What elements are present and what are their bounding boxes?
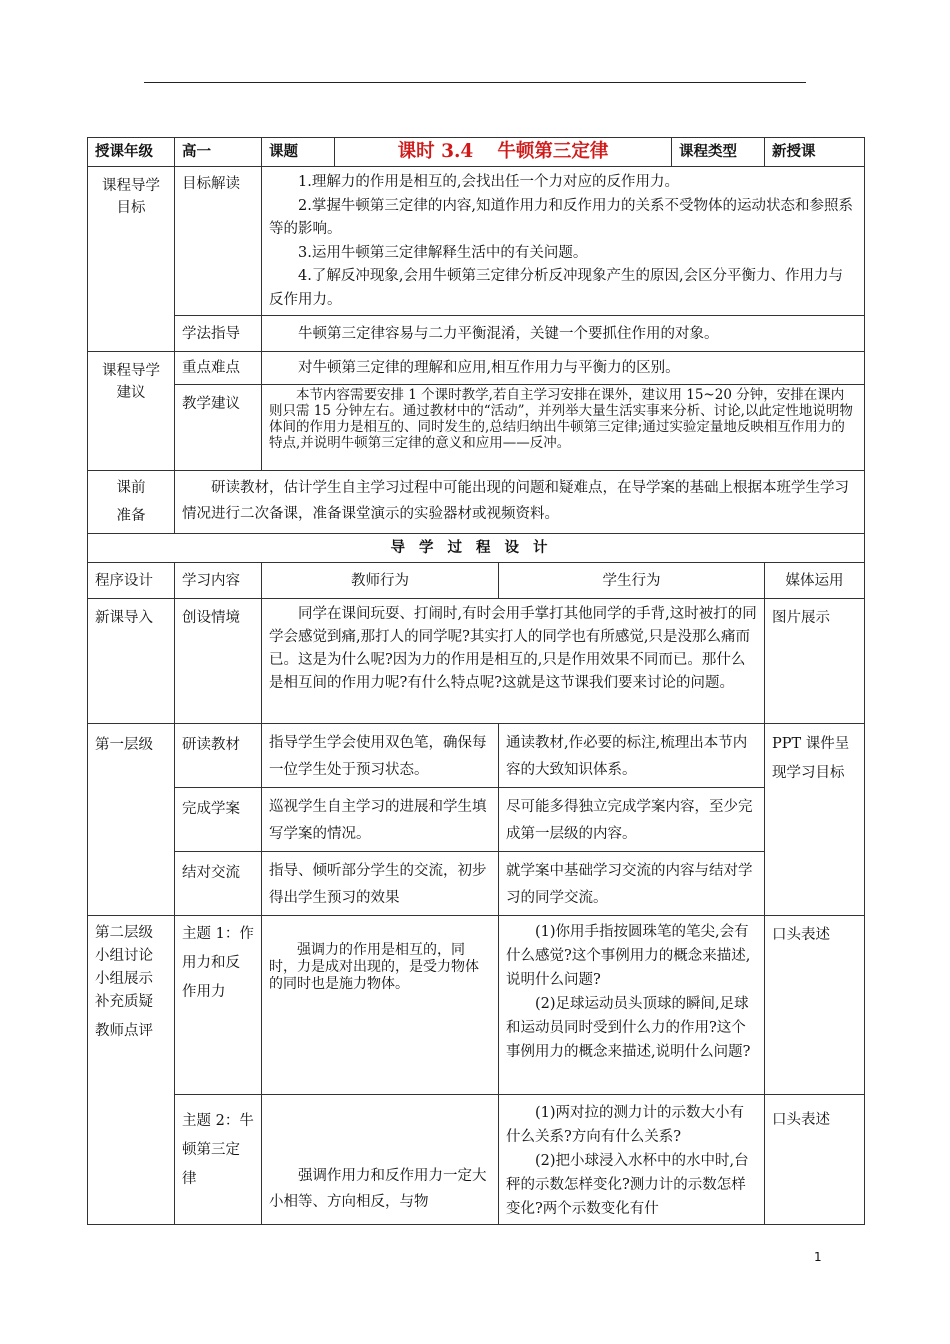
study-method-label: 学法指导 bbox=[175, 316, 262, 352]
col-stage: 程序设计 bbox=[88, 563, 175, 599]
topic1-content: 主题 1：作用力和反作用力 bbox=[175, 916, 262, 1095]
level2-stage-line: 补充质疑 bbox=[95, 994, 153, 1010]
level1-teacher: 指导学生学会使用双色笔，确保每一位学生处于预习状态。 bbox=[262, 724, 499, 788]
prep-label-line1: 课前 bbox=[116, 480, 146, 496]
col-content: 学习内容 bbox=[175, 563, 262, 599]
page-number: 1 bbox=[814, 1250, 822, 1264]
topic1-question: (2)足球运动员头顶球的瞬间,足球和运动员同时受到什么力的作用?这个事例用力的概念来描述,说明什么问题? bbox=[506, 996, 751, 1060]
goal-item: 2.掌握牛顿第三定律的内容,知道作用力和反作用力的关系不受物体的运动状态和参照系等的影响。 bbox=[269, 197, 853, 237]
lesson-title bbox=[335, 138, 672, 167]
col-media: 媒体运用 bbox=[765, 563, 865, 599]
intro-content: 创设情境 bbox=[175, 599, 262, 724]
topic2-question: (2)把小球浸入水杯中的水中时,台秤的示数怎样变化?测力计的示数怎样变化?两个示数变化有什 bbox=[506, 1153, 749, 1217]
topic1-teacher: 强调力的作用是相互的，同时，力是成对出现的，是受力物体的同时也是施力物体。 bbox=[262, 916, 499, 1095]
intro-stage: 新课导入 bbox=[88, 599, 175, 724]
topic-label: 课题 bbox=[262, 138, 335, 167]
topic2-student bbox=[499, 1095, 765, 1225]
level1-teacher: 指导、倾听部分学生的交流，初步得出学生预习的效果 bbox=[262, 852, 499, 916]
intro-media: 图片展示 bbox=[765, 599, 865, 724]
header-rule bbox=[144, 82, 806, 83]
teaching-advice-label: 教学建议 bbox=[175, 385, 262, 471]
advice-section-label: 课程导学建议 bbox=[88, 352, 175, 471]
topic2-content: 主题 2：牛顿第三定律 bbox=[175, 1095, 262, 1225]
goal-item: 3.运用牛顿第三定律解释生活中的有关问题。 bbox=[298, 244, 588, 261]
goals-list bbox=[262, 167, 865, 316]
process-heading bbox=[88, 534, 865, 563]
goal-item: 4.了解反冲现象,会用牛顿第三定律分析反冲现象产生的原因,会区分平衡力、作用力与反作用力。 bbox=[269, 268, 844, 308]
level1-content: 完成学案 bbox=[175, 788, 262, 852]
level1-student: 尽可能多得独立完成学案内容，至少完成第一层级的内容。 bbox=[499, 788, 765, 852]
topic1-media: 口头表述 bbox=[765, 916, 865, 1095]
level1-content: 结对交流 bbox=[175, 852, 262, 916]
process-heading-text: 导学过程设计 bbox=[390, 539, 562, 556]
goals-interpretation-label: 目标解读 bbox=[175, 167, 262, 316]
level1-media: PPT 课件呈现学习目标 bbox=[765, 724, 865, 916]
topic2-teacher: 强调作用力和反作用力一定大小相等、方向相反，与物 bbox=[262, 1095, 499, 1225]
topic2-question: (1)两对拉的测力计的示数大小有什么关系?方向有什么关系? bbox=[506, 1105, 745, 1145]
level2-stage-line: 小组讨论 bbox=[95, 948, 153, 964]
level1-content: 研读教材 bbox=[175, 724, 262, 788]
level1-teacher: 巡视学生自主学习的进展和学生填写学案的情况。 bbox=[262, 788, 499, 852]
col-teacher: 教师行为 bbox=[262, 563, 499, 599]
topic1-student bbox=[499, 916, 765, 1095]
key-points-text: 对牛顿第三定律的理解和应用,相互作用力与平衡力的区别。 bbox=[262, 352, 865, 385]
grade-value: 高一 bbox=[175, 138, 262, 167]
topic1-question: (1)你用手指按圆珠笔的笔尖,会有什么感觉?这个事例用力的概念来描述,说明什么问题? bbox=[506, 924, 751, 988]
study-method-text: 牛顿第三定律容易与二力平衡混淆，关键一个要抓住作用的对象。 bbox=[262, 316, 865, 352]
col-student: 学生行为 bbox=[499, 563, 765, 599]
lesson-title-number: 课时 3.4 bbox=[397, 141, 474, 162]
key-points-label: 重点难点 bbox=[175, 352, 262, 385]
level2-stage-line: 教师点评 bbox=[95, 1023, 153, 1039]
level2-stage-line: 第二层级 bbox=[95, 925, 153, 941]
prep-text: 研读教材，估计学生自主学习过程中可能出现的问题和疑难点，在导学案的基础上根据本班学生学习情况进行二次备课，准备课堂演示的实验器材或视频资料。 bbox=[175, 471, 865, 534]
goals-section-label: 课程导学目标 bbox=[88, 167, 175, 352]
prep-label bbox=[88, 471, 175, 534]
level2-stage-line: 小组展示 bbox=[95, 971, 153, 987]
lesson-title-text: 牛顿第三定律 bbox=[497, 141, 609, 162]
prep-label-line2: 准备 bbox=[116, 508, 146, 524]
lesson-plan-table bbox=[87, 137, 865, 1225]
level1-student: 就学案中基础学习交流的内容与结对学习的同学交流。 bbox=[499, 852, 765, 916]
goal-item: 1.理解力的作用是相互的,会找出任一个力对应的反作用力。 bbox=[298, 174, 679, 190]
topic2-media: 口头表述 bbox=[765, 1095, 865, 1225]
level1-stage: 第一层级 bbox=[88, 724, 175, 916]
course-type-label: 课程类型 bbox=[672, 138, 765, 167]
level2-stage bbox=[88, 916, 175, 1225]
intro-text: 同学在课间玩耍、打闹时,有时会用手掌打其他同学的手背,这时被打的同学会感觉到痛,那打人的同学呢?其实打人的同学也有所感觉,只是没那么痛而已。这是为什么呢?因为力的作用是相互的,只是作用效果不同而已。那什么是相互间的作用力呢?有什么特点呢?这就是这节课我们要来讨论的问题。 bbox=[262, 599, 765, 724]
grade-label: 授课年级 bbox=[88, 138, 175, 167]
teaching-advice-text: 本节内容需要安排 1 个课时教学,若自主学习安排在课外，建议用 15~20 分钟，安排在课内则只需 15 分钟左右。通过教材中的“活动”，并列举大量生活实事来分析、讨论,以此定性地说明物体间的作用力是相互的、同时发生的,总结归纳出牛顿第三定律;通过实验定量地反映相互作用力的特点,并说明牛顿第三定律的意义和应用——反冲。 bbox=[262, 385, 865, 471]
level1-student: 通读教材,作必要的标注,梳理出本节内容的大致知识体系。 bbox=[499, 724, 765, 788]
course-type-value: 新授课 bbox=[765, 138, 865, 167]
